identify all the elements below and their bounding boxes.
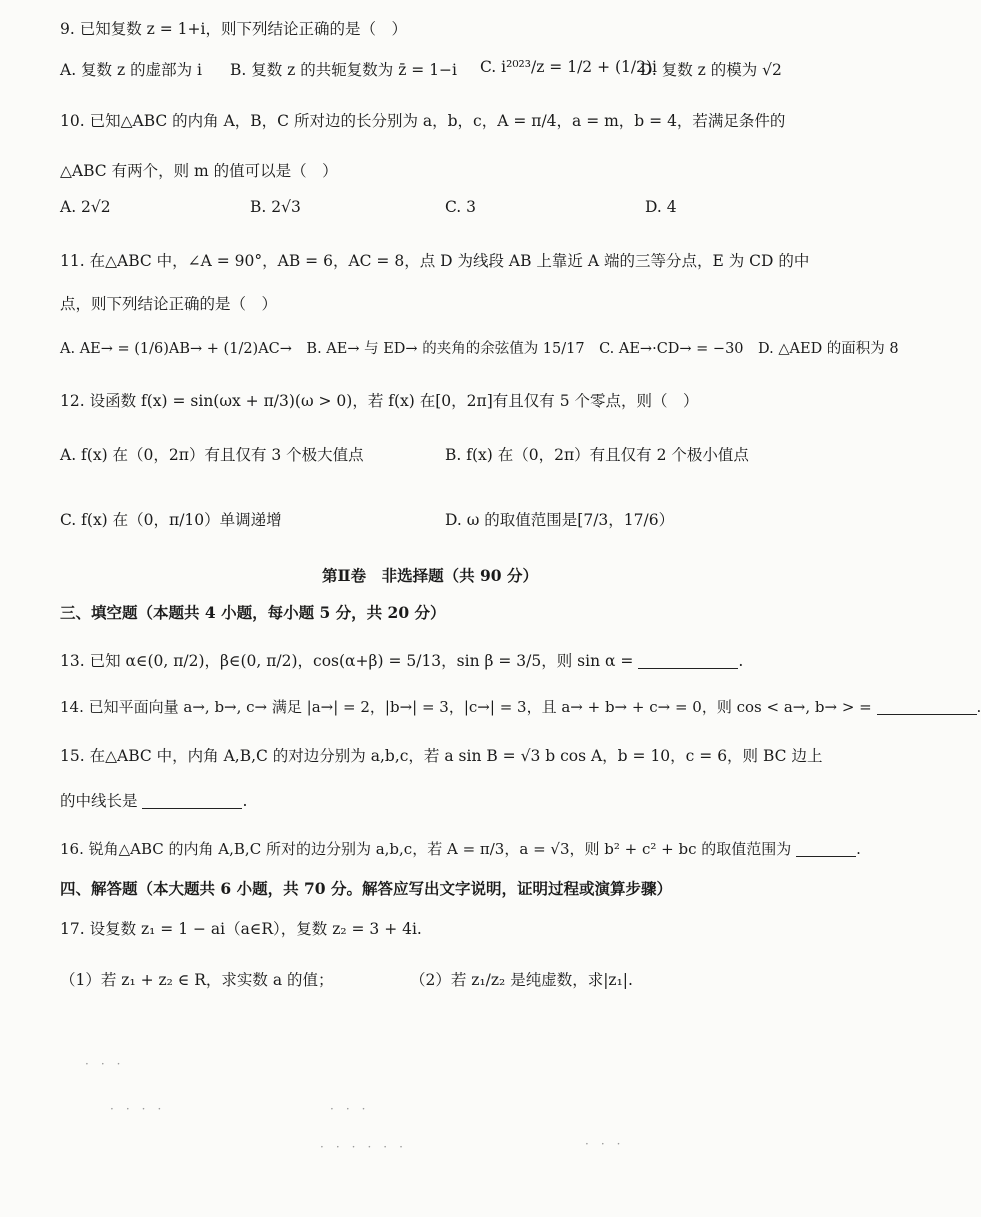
q16-stem: 16. 锐角△ABC 的内角 A,B,C 所对的边分别为 a,b,c，若 A = π/3，a = √3，则 b² + c² + bc 的取值范围为 . [60,840,861,858]
q9-stem: 9. 已知复数 z = 1+i，则下列结论正确的是（ ） [60,20,407,38]
q9-option-b: B. 复数 z 的共轭复数为 z̄ = 1−i [230,61,458,79]
q10-option-a: A. 2√2 [60,198,111,216]
q12-stem: 12. 设函数 f(x) = sin(ωx + π/3)(ω > 0)，若 f(x) 在[0，2π]有且仅有 5 个零点，则（ ） [60,392,699,410]
q11-options: A. AE→ = (1/6)AB→ + (1/2)AC→ B. AE→ 与 ED→ 的夹角的余弦值为 15/17 C. AE→·CD→ = −30 D. △AED 的面积为 8 [60,341,899,357]
q11-stem-line2: 点，则下列结论正确的是（ ） [60,295,278,313]
q17-part2: （2）若 z₁/z₂ 是纯虚数，求|z₁|. [410,971,633,989]
q13-answer-blank [638,652,738,669]
scan-speck: · · · · [110,1102,162,1116]
scan-speck: · · · · · · [320,1140,403,1154]
section3-heading: 三、填空题（本题共 4 小题，每小题 5 分，共 20 分） [60,603,446,622]
q10-option-d: D. 4 [645,198,677,216]
q12-option-d: D. ω 的取值范围是[7/3，17/6） [445,511,675,529]
q10-option-c: C. 3 [445,198,477,216]
q15-answer-blank [142,792,242,809]
q14-stem: 14. 已知平面向量 a→, b→, c→ 满足 |a→| = 2，|b→| = 3，|c→| = 3，且 a→ + b→ + c→ = 0，则 cos < a→, b→ > = . [60,698,981,716]
q12-option-b: B. f(x) 在（0，2π）有且仅有 2 个极小值点 [445,446,749,464]
q16-text: 16. 锐角△ABC 的内角 A,B,C 所对的边分别为 a,b,c，若 A = π/3，a = √3，则 b² + c² + bc 的取值范围为 [60,840,792,858]
q17-part1: （1）若 z₁ + z₂ ∈ R，求实数 a 的值； [60,971,334,989]
q14-answer-blank [877,698,977,715]
q9-option-c: C. i²⁰²³/z = 1/2 + (1/2)i [480,58,657,76]
q10-stem-line1: 10. 已知△ABC 的内角 A，B，C 所对边的长分别为 a，b，c，A = π/4，a = m，b = 4，若满足条件的 [60,112,786,130]
q11-stem-line1: 11. 在△ABC 中，∠A = 90°，AB = 6，AC = 8，点 D 为线段 AB 上靠近 A 端的三等分点，E 为 CD 的中 [60,252,810,270]
q15-text: 的中线长是 [60,792,138,810]
q16-answer-blank [796,840,856,857]
part2-title: 第Ⅱ卷 非选择题（共 90 分） [322,566,538,585]
q15-stem-line2: 的中线长是 . [60,792,248,810]
scan-speck: · · · [585,1137,621,1151]
q15-stem-line1: 15. 在△ABC 中，内角 A,B,C 的对边分别为 a,b,c，若 a sin B = √3 b cos A，b = 10，c = 6，则 BC 边上 [60,747,823,765]
q14-text: 14. 已知平面向量 a→, b→, c→ 满足 |a→| = 2，|b→| = 3，|c→| = 3，且 a→ + b→ + c→ = 0，则 cos < a→, b→ > = [60,698,872,716]
q12-option-c: C. f(x) 在（0，π/10）单调递增 [60,511,282,529]
q13-stem: 13. 已知 α∈(0, π/2)，β∈(0, π/2)，cos(α+β) = 5/13，sin β = 3/5，则 sin α = . [60,652,744,670]
q9-option-a: A. 复数 z 的虚部为 i [60,61,202,79]
q10-stem-line2: △ABC 有两个，则 m 的值可以是（ ） [60,162,338,180]
q10-option-b: B. 2√3 [250,198,301,216]
section4-heading: 四、解答题（本大题共 6 小题，共 70 分。解答应写出文字说明，证明过程或演算步骤） [60,879,672,898]
q13-text: 13. 已知 α∈(0, π/2)，β∈(0, π/2)，cos(α+β) = 5/13，sin β = 3/5，则 sin α = [60,652,634,670]
q17-stem: 17. 设复数 z₁ = 1 − ai（a∈R），复数 z₂ = 3 + 4i. [60,920,422,938]
scan-speck: · · · [330,1102,366,1116]
q9-option-d: D. 复数 z 的模为 √2 [640,61,782,79]
q12-option-a: A. f(x) 在（0，2π）有且仅有 3 个极大值点 [60,446,364,464]
scan-speck: · · · [85,1057,121,1071]
